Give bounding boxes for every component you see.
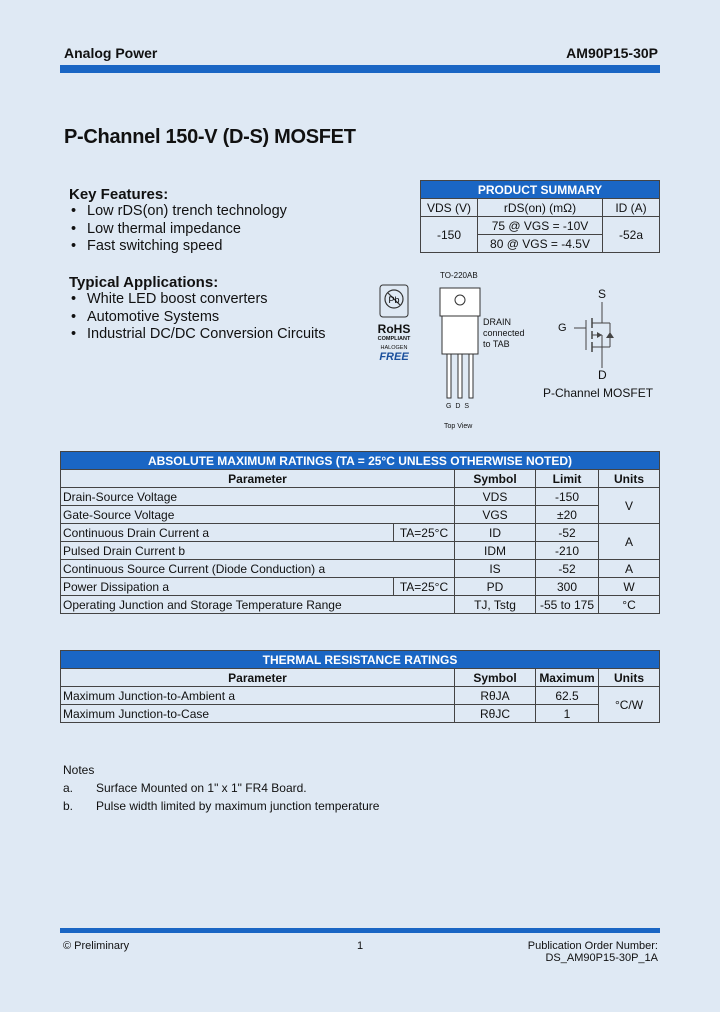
page-title: P-Channel 150-V (D-S) MOSFET	[64, 126, 356, 148]
pub-label: Publication Order Number:	[527, 940, 658, 952]
param-cell: Pulsed Drain Current b	[61, 542, 455, 560]
typical-applications-heading: Typical Applications:	[69, 274, 219, 291]
param-cell: Operating Junction and Storage Temperature Range	[61, 596, 455, 614]
note-text: Surface Mounted on 1" x 1" FR4 Board.	[96, 781, 307, 795]
mosfet-symbol-icon	[566, 302, 616, 368]
thermal-table	[60, 650, 660, 723]
col-limit: Limit	[536, 470, 599, 488]
symbol-cell: IDM	[455, 542, 536, 560]
rds-value-1: 75 @ VGS = -10V	[478, 217, 603, 235]
param-cell: Drain-Source Voltage	[61, 488, 455, 506]
max-cell: 62.5	[536, 687, 599, 705]
limit-cell: -150	[536, 488, 599, 506]
col-rds: rDS(on) (mΩ)	[478, 199, 603, 217]
drain-label: D	[598, 368, 607, 382]
table-row	[61, 524, 660, 542]
key-features-heading: Key Features:	[69, 186, 169, 203]
cond-cell: TA=25°C	[394, 524, 455, 542]
typical-applications	[69, 274, 326, 344]
units-cell: A	[599, 524, 660, 560]
rohs-free: FREE	[379, 351, 409, 363]
param-cell: Maximum Junction-to-Ambient a	[61, 687, 455, 705]
list-item: • Fast switching speed	[69, 238, 287, 256]
table-row	[61, 578, 660, 596]
limit-cell: -52	[536, 560, 599, 578]
col-parameter: Parameter	[61, 669, 455, 687]
symbol-cell: IS	[455, 560, 536, 578]
svg-text:Pb: Pb	[388, 295, 400, 305]
publication-order	[528, 940, 658, 964]
limit-cell: -52	[536, 524, 599, 542]
symbol-cell: PD	[455, 578, 536, 596]
symbol-caption: P-Channel MOSFET	[543, 386, 654, 400]
source-label: S	[598, 287, 607, 301]
symbol-cell: RθJA	[455, 687, 536, 705]
page-number: 1	[357, 940, 364, 952]
package-view: Top View	[444, 423, 473, 430]
lead-free-icon	[379, 284, 409, 318]
col-maximum: Maximum	[536, 669, 599, 687]
rohs-compliant: COMPLIANT	[377, 336, 411, 342]
list-item: • Automotive Systems	[69, 309, 326, 327]
units-cell: V	[599, 488, 660, 524]
rohs-halogen: HALOGEN	[380, 345, 408, 351]
rohs-label: RoHS	[377, 322, 411, 336]
table-row	[61, 542, 660, 560]
part-number: AM90P15-30P	[566, 45, 658, 61]
vds-value: -150	[421, 217, 478, 253]
param-cell: Continuous Drain Current a	[61, 524, 394, 542]
symbol-cell: TJ, Tstg	[455, 596, 536, 614]
table-row	[61, 705, 660, 723]
table-row	[61, 596, 660, 614]
limit-cell: -55 to 175	[536, 596, 599, 614]
limit-cell: 300	[536, 578, 599, 596]
header-rule	[60, 65, 660, 73]
col-symbol: Symbol	[455, 470, 536, 488]
notes-heading: Notes	[63, 763, 95, 777]
units-cell: W	[599, 578, 660, 596]
package-pins: G D S	[446, 403, 470, 410]
col-units: Units	[599, 669, 660, 687]
units-cell: °C/W	[599, 687, 660, 723]
col-symbol: Symbol	[455, 669, 536, 687]
col-units: Units	[599, 470, 660, 488]
col-parameter: Parameter	[61, 470, 455, 488]
rohs-badge	[372, 284, 416, 363]
gate-label: G	[558, 322, 567, 334]
units-cell: °C	[599, 596, 660, 614]
note-a	[63, 781, 307, 795]
param-cell: Power Dissipation a	[61, 578, 394, 596]
list-item: • Low thermal impedance	[69, 221, 287, 239]
symbol-cell: VGS	[455, 506, 536, 524]
symbol-cell: RθJC	[455, 705, 536, 723]
col-id: ID (A)	[603, 199, 660, 217]
param-cell: Gate-Source Voltage	[61, 506, 455, 524]
product-summary-table	[420, 180, 660, 253]
abs-max-title: ABSOLUTE MAXIMUM RATINGS (TA = 25°C UNLESS OTHERWISE NOTED)	[61, 452, 660, 470]
id-value: -52a	[603, 217, 660, 253]
note-key: b.	[63, 799, 74, 813]
key-features	[69, 186, 287, 256]
symbol-cell: ID	[455, 524, 536, 542]
package-name: TO-220AB	[440, 271, 478, 280]
units-cell: A	[599, 560, 660, 578]
pub-number: DS_AM90P15-30P_1A	[545, 952, 658, 964]
to220-package-icon	[436, 286, 486, 404]
param-cell: Continuous Source Current (Diode Conduction) a	[61, 560, 455, 578]
thermal-title: THERMAL RESISTANCE RATINGS	[61, 651, 660, 669]
rds-value-2: 80 @ VGS = -4.5V	[478, 235, 603, 253]
limit-cell: -210	[536, 542, 599, 560]
note-text: Pulse width limited by maximum junction temperature	[96, 799, 380, 813]
product-summary-title: PRODUCT SUMMARY	[421, 181, 660, 199]
col-vds: VDS (V)	[421, 199, 478, 217]
note-b	[63, 799, 379, 813]
note-key: a.	[63, 781, 74, 795]
table-row	[61, 560, 660, 578]
list-item: • Low rDS(on) trench technology	[69, 203, 287, 221]
cond-cell: TA=25°C	[394, 578, 455, 596]
footer-rule	[60, 928, 660, 933]
list-item: • Industrial DC/DC Conversion Circuits	[69, 326, 326, 344]
limit-cell: ±20	[536, 506, 599, 524]
company-name: Analog Power	[64, 45, 158, 61]
table-row	[61, 687, 660, 705]
drain-note: DRAIN connected to TAB	[483, 317, 525, 349]
abs-max-table	[60, 451, 660, 614]
symbol-cell: VDS	[455, 488, 536, 506]
table-row	[61, 506, 660, 524]
list-item: • White LED boost converters	[69, 291, 326, 309]
param-cell: Maximum Junction-to-Case	[61, 705, 455, 723]
max-cell: 1	[536, 705, 599, 723]
table-row	[61, 488, 660, 506]
footer-preliminary: © Preliminary	[63, 940, 130, 952]
